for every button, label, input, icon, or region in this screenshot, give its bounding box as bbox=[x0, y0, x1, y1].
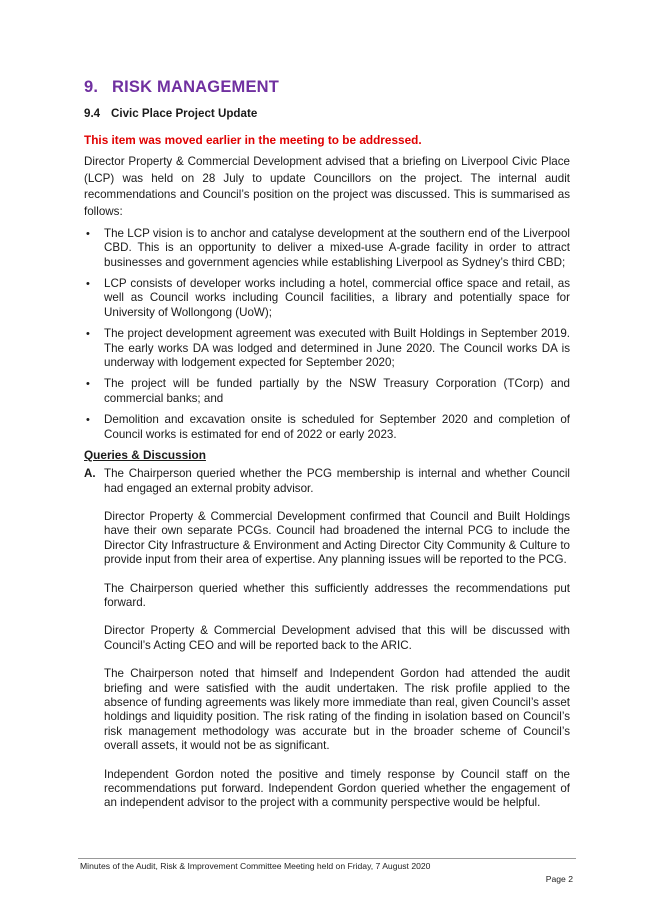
subsection-title: Civic Place Project Update bbox=[111, 107, 258, 120]
page-number: Page 2 bbox=[545, 874, 573, 884]
section-number: 9. bbox=[84, 78, 99, 96]
list-item: • The project will be funded partially by the NSW Treasury Corporation (TCorp) and commercial banks; and bbox=[86, 377, 570, 405]
bullet-icon: • bbox=[86, 278, 90, 291]
bullet-icon: • bbox=[86, 328, 90, 341]
document-body bbox=[84, 72, 570, 825]
bullet-icon: • bbox=[86, 414, 90, 427]
discussion-paragraph: The Chairperson queried whether the PCG membership is internal and whether Council had engaged an external probity advisor. bbox=[104, 467, 570, 495]
list-item: • Demolition and excavation onsite is scheduled for September 2020 and completion of Council works is estimated for end of 2022 or early 2023. bbox=[86, 413, 570, 441]
subsection-heading bbox=[84, 107, 570, 123]
footer-divider bbox=[78, 858, 576, 859]
list-item: • LCP consists of developer works including a hotel, commercial office space and retail, as well as Council works including Council facilities, a library and potentially space for University of Wollongong (UoW); bbox=[86, 277, 570, 319]
section-title: RISK MANAGEMENT bbox=[112, 78, 280, 96]
item-letter: A. bbox=[84, 467, 96, 481]
subsection-number: 9.4 bbox=[84, 107, 101, 120]
moved-notice: This item was moved earlier in the meeting to be addressed. bbox=[84, 133, 422, 147]
discussion-paragraph: Director Property & Commercial Development confirmed that Council and Built Holdings have their own separate PCGs. Council had broadened the internal PCG to include the Director City Infrastructure & Environment and Acting Director City Community & Culture to provide input from their area of expertise. Any planning issues will be reported to the PCG. bbox=[104, 509, 570, 567]
bullet-icon: • bbox=[86, 378, 90, 391]
list-item: • The project development agreement was executed with Built Holdings in September 2019. The early works DA was lodged and determined in June 2020. The Council works DA is underway with lodgement expected for September 2020; bbox=[86, 327, 570, 370]
query-item-a bbox=[84, 467, 570, 811]
intro-paragraph: Director Property & Commercial Development advised that a briefing on Liverpool Civic Place (LCP) was held on 28 July to update Councillors on the project. The internal audit recommendations and Council’s position on the project was discussed. This is summarised as follows: bbox=[84, 155, 570, 219]
bullet-icon: • bbox=[86, 227, 90, 240]
summary-list bbox=[84, 227, 570, 442]
discussion-paragraph: Director Property & Commercial Development advised that this will be discussed with Council’s Acting CEO and will be reported back to the ARIC. bbox=[104, 624, 570, 652]
discussion-paragraph: The Chairperson noted that himself and Independent Gordon had attended the audit briefing and were satisfied with the audit undertaken. The risk profile applied to the absence of funding agreements was likely more immediate than real, given Council’s asset holdings and liquidity position. The risk rating of the finding in isolation based on Council’s risk management methodology was accurate but in the broader scheme of Council’s overall assets, it would not be as significant. bbox=[104, 667, 570, 753]
discussion-paragraph: Independent Gordon noted the positive and timely response by Council staff on the recommendations put forward. Independent Gordon queried whether the engagement of an independent advisor to the project with a community perspective would be helpful. bbox=[104, 767, 570, 810]
discussion-paragraph: The Chairperson queried whether this sufficiently addresses the recommendations put forward. bbox=[104, 581, 570, 609]
footer-text: Minutes of the Audit, Risk & Improvement Committee Meeting held on Friday, 7 August 2020 bbox=[80, 861, 431, 871]
list-item: • The LCP vision is to anchor and catalyse development at the southern end of the Liverpool CBD. This is an opportunity to deliver a mixed-use A-grade facility in order to attract businesses and government agencies while establishing Liverpool as Sydney’s third CBD; bbox=[86, 226, 570, 269]
section-heading bbox=[84, 78, 570, 100]
queries-heading: Queries & Discussion bbox=[84, 448, 206, 463]
